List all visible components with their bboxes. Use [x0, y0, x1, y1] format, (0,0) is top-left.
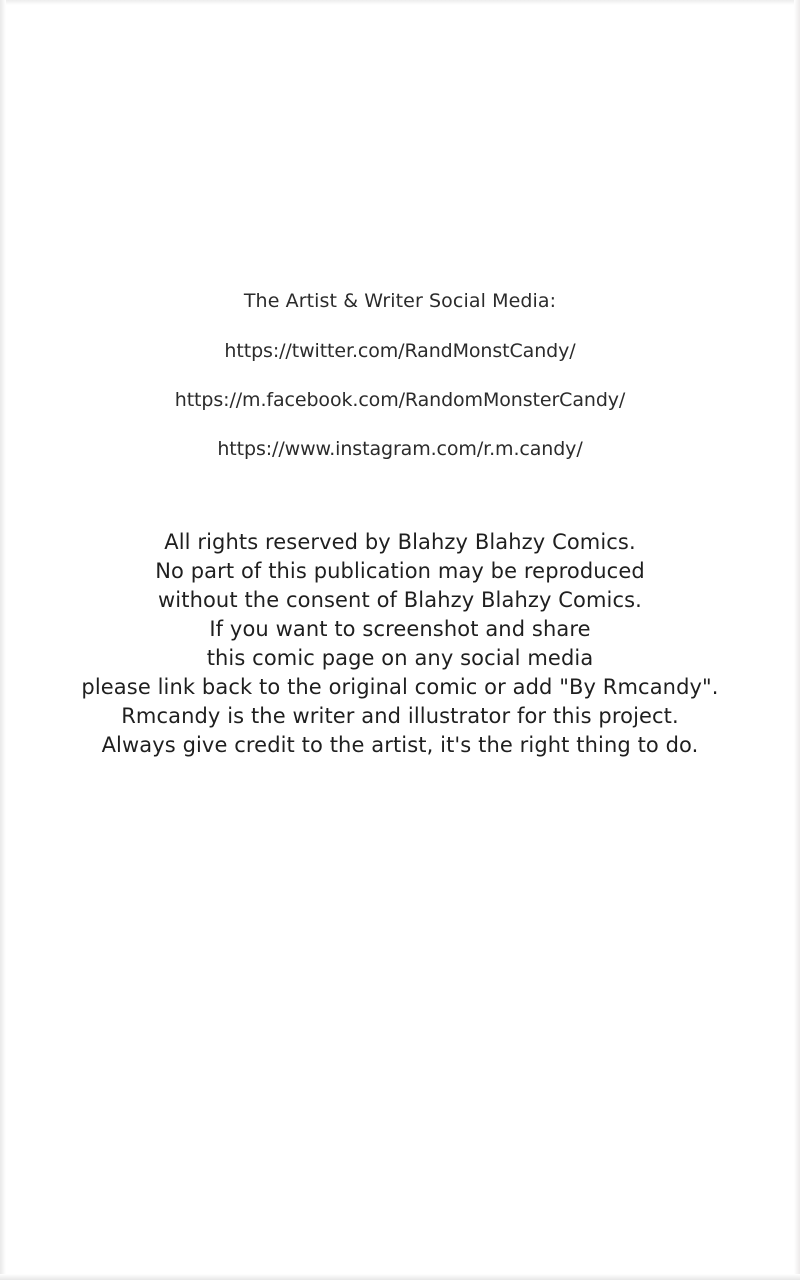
twitter-link[interactable]: https://twitter.com/RandMonstCandy/ [224, 340, 576, 362]
page-edge-bottom [0, 1274, 800, 1280]
copyright-line: without the consent of Blahzy Blahzy Comics. [158, 588, 642, 612]
copyright-line: No part of this publication may be reproduced [155, 559, 645, 583]
copyright-notice [0, 528, 800, 760]
copyright-line: All rights reserved by Blahzy Blahzy Comics. [164, 530, 636, 554]
instagram-link[interactable]: https://www.instagram.com/r.m.candy/ [217, 438, 583, 460]
page-edge-top [0, 0, 800, 5]
facebook-link[interactable]: https://m.facebook.com/RandomMonsterCandy/ [174, 389, 626, 411]
copyright-line: please link back to the original comic or add "By Rmcandy". [81, 675, 719, 699]
social-media-heading: The Artist & Writer Social Media: [243, 290, 557, 312]
copyright-line: Always give credit to the artist, it's the right thing to do. [101, 733, 699, 757]
social-media-section [0, 288, 800, 462]
copyright-line: Rmcandy is the writer and illustrator for this project. [121, 704, 679, 728]
copyright-line: this comic page on any social media [206, 646, 594, 670]
copyright-line: If you want to screenshot and share [209, 617, 591, 641]
